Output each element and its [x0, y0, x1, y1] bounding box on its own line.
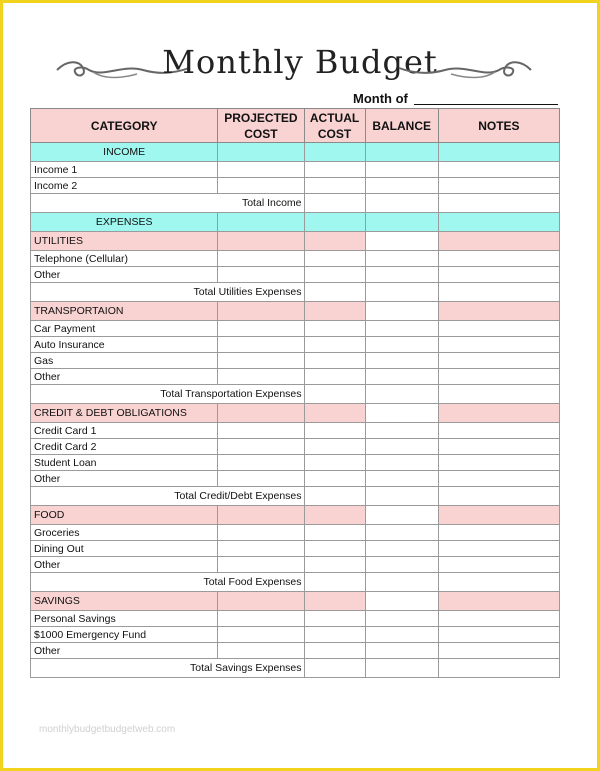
- projected-cost-cell[interactable]: [218, 455, 304, 471]
- balance-cell[interactable]: [365, 267, 438, 283]
- total-balance-cell[interactable]: [365, 283, 438, 302]
- projected-cost-cell[interactable]: [218, 439, 304, 455]
- row-label: Other: [31, 557, 218, 573]
- actual-cost-cell[interactable]: [304, 321, 365, 337]
- total-actual-cell[interactable]: [304, 283, 365, 302]
- table-row: [31, 337, 560, 353]
- balance-cell[interactable]: [365, 321, 438, 337]
- table-row: [31, 471, 560, 487]
- section-header-savings: [31, 592, 560, 611]
- row-label: Telephone (Cellular): [31, 251, 218, 267]
- total-notes-cell[interactable]: [438, 194, 559, 213]
- projected-cost-cell[interactable]: [218, 423, 304, 439]
- table-row: [31, 423, 560, 439]
- projected-cost-cell[interactable]: [218, 267, 304, 283]
- balance-cell[interactable]: [365, 557, 438, 573]
- section-notes: [438, 404, 559, 423]
- section-header-utilities: [31, 232, 560, 251]
- balance-cell[interactable]: [365, 251, 438, 267]
- total-row: [31, 194, 560, 213]
- section-projected: [218, 213, 304, 232]
- section-title: UTILITIES: [31, 232, 218, 251]
- section-header-transportaion: [31, 302, 560, 321]
- balance-cell[interactable]: [365, 455, 438, 471]
- section-actual: [304, 302, 365, 321]
- total-balance-cell[interactable]: [365, 573, 438, 592]
- notes-cell[interactable]: [438, 525, 559, 541]
- actual-cost-cell[interactable]: [304, 369, 365, 385]
- actual-cost-cell[interactable]: [304, 611, 365, 627]
- total-balance-cell[interactable]: [365, 487, 438, 506]
- section-title: INCOME: [31, 143, 218, 162]
- balance-cell[interactable]: [365, 353, 438, 369]
- section-header-expenses: [31, 213, 560, 232]
- actual-cost-cell[interactable]: [304, 423, 365, 439]
- section-header-income: [31, 143, 560, 162]
- projected-cost-cell[interactable]: [218, 337, 304, 353]
- actual-cost-cell[interactable]: [304, 525, 365, 541]
- total-notes-cell[interactable]: [438, 487, 559, 506]
- total-notes-cell[interactable]: [438, 385, 559, 404]
- table-row: [31, 455, 560, 471]
- section-projected: [218, 592, 304, 611]
- page-title: Monthly Budget: [162, 43, 438, 81]
- total-actual-cell[interactable]: [304, 385, 365, 404]
- section-actual: [304, 506, 365, 525]
- total-actual-cell[interactable]: [304, 659, 365, 678]
- actual-cost-cell[interactable]: [304, 439, 365, 455]
- total-row: [31, 385, 560, 404]
- projected-cost-cell[interactable]: [218, 627, 304, 643]
- actual-cost-cell[interactable]: [304, 162, 365, 178]
- total-actual-cell[interactable]: [304, 573, 365, 592]
- col-projected-cost: PROJECTED COST: [218, 109, 304, 143]
- col-category: CATEGORY: [31, 109, 218, 143]
- projected-cost-cell[interactable]: [218, 178, 304, 194]
- section-notes: [438, 143, 559, 162]
- section-title: TRANSPORTAION: [31, 302, 218, 321]
- balance-cell[interactable]: [365, 337, 438, 353]
- row-label: Personal Savings: [31, 611, 218, 627]
- right-ornament-icon: [395, 58, 535, 82]
- section-balance: [365, 592, 438, 611]
- projected-cost-cell[interactable]: [218, 611, 304, 627]
- table-row: [31, 557, 560, 573]
- section-projected: [218, 506, 304, 525]
- section-title: CREDIT & DEBT OBLIGATIONS: [31, 404, 218, 423]
- notes-cell[interactable]: [438, 541, 559, 557]
- projected-cost-cell[interactable]: [218, 525, 304, 541]
- projected-cost-cell[interactable]: [218, 251, 304, 267]
- projected-cost-cell[interactable]: [218, 353, 304, 369]
- row-label: Dining Out: [31, 541, 218, 557]
- section-actual: [304, 232, 365, 251]
- budget-table: [30, 108, 560, 678]
- row-label: Credit Card 2: [31, 439, 218, 455]
- table-row: [31, 162, 560, 178]
- total-label: Total Savings Expenses: [31, 659, 305, 678]
- notes-cell[interactable]: [438, 455, 559, 471]
- actual-cost-cell[interactable]: [304, 353, 365, 369]
- row-label: Auto Insurance: [31, 337, 218, 353]
- col-notes: NOTES: [438, 109, 559, 143]
- row-label: Income 2: [31, 178, 218, 194]
- row-label: Gas: [31, 353, 218, 369]
- total-label: Total Utilities Expenses: [31, 283, 305, 302]
- balance-cell[interactable]: [365, 627, 438, 643]
- total-notes-cell[interactable]: [438, 573, 559, 592]
- total-label: Total Food Expenses: [31, 573, 305, 592]
- actual-cost-cell[interactable]: [304, 471, 365, 487]
- table-row: [31, 369, 560, 385]
- section-notes: [438, 232, 559, 251]
- section-projected: [218, 302, 304, 321]
- row-label: Credit Card 1: [31, 423, 218, 439]
- row-label: Other: [31, 267, 218, 283]
- notes-cell[interactable]: [438, 627, 559, 643]
- projected-cost-cell[interactable]: [218, 471, 304, 487]
- total-balance-cell[interactable]: [365, 659, 438, 678]
- section-actual: [304, 213, 365, 232]
- section-notes: [438, 592, 559, 611]
- section-notes: [438, 213, 559, 232]
- total-actual-cell[interactable]: [304, 487, 365, 506]
- total-balance-cell[interactable]: [365, 194, 438, 213]
- section-balance: [365, 404, 438, 423]
- notes-cell[interactable]: [438, 471, 559, 487]
- section-balance: [365, 302, 438, 321]
- projected-cost-cell[interactable]: [218, 321, 304, 337]
- table-row: [31, 525, 560, 541]
- notes-cell[interactable]: [438, 369, 559, 385]
- table-row: [31, 321, 560, 337]
- month-label: Month of: [353, 91, 408, 106]
- col-balance: BALANCE: [365, 109, 438, 143]
- section-notes: [438, 302, 559, 321]
- total-label: Total Transportation Expenses: [31, 385, 305, 404]
- total-row: [31, 659, 560, 678]
- section-projected: [218, 404, 304, 423]
- total-row: [31, 283, 560, 302]
- actual-cost-cell[interactable]: [304, 557, 365, 573]
- table-row: [31, 611, 560, 627]
- projected-cost-cell[interactable]: [218, 369, 304, 385]
- balance-cell[interactable]: [365, 525, 438, 541]
- row-label: Other: [31, 369, 218, 385]
- section-header-food: [31, 506, 560, 525]
- table-row: [31, 267, 560, 283]
- notes-cell[interactable]: [438, 251, 559, 267]
- notes-cell[interactable]: [438, 439, 559, 455]
- actual-cost-cell[interactable]: [304, 251, 365, 267]
- balance-cell[interactable]: [365, 369, 438, 385]
- actual-cost-cell[interactable]: [304, 337, 365, 353]
- row-label: Other: [31, 643, 218, 659]
- notes-cell[interactable]: [438, 643, 559, 659]
- table-row: [31, 178, 560, 194]
- balance-cell[interactable]: [365, 643, 438, 659]
- balance-cell[interactable]: [365, 541, 438, 557]
- actual-cost-cell[interactable]: [304, 455, 365, 471]
- total-notes-cell[interactable]: [438, 283, 559, 302]
- balance-cell[interactable]: [365, 162, 438, 178]
- notes-cell[interactable]: [438, 267, 559, 283]
- actual-cost-cell[interactable]: [304, 627, 365, 643]
- notes-cell[interactable]: [438, 178, 559, 194]
- footer-url: monthlybudgetbudgetweb.com: [39, 724, 176, 735]
- projected-cost-cell[interactable]: [218, 643, 304, 659]
- row-label: Income 1: [31, 162, 218, 178]
- section-title: EXPENSES: [31, 213, 218, 232]
- section-balance: [365, 232, 438, 251]
- table-row: [31, 643, 560, 659]
- total-label: Total Income: [31, 194, 305, 213]
- table-row: [31, 353, 560, 369]
- total-label: Total Credit/Debt Expenses: [31, 487, 305, 506]
- section-balance: [365, 506, 438, 525]
- section-title: FOOD: [31, 506, 218, 525]
- notes-cell[interactable]: [438, 321, 559, 337]
- total-actual-cell[interactable]: [304, 194, 365, 213]
- row-label: $1000 Emergency Fund: [31, 627, 218, 643]
- table-row: [31, 541, 560, 557]
- row-label: Student Loan: [31, 455, 218, 471]
- notes-cell[interactable]: [438, 162, 559, 178]
- section-balance: [365, 213, 438, 232]
- balance-cell[interactable]: [365, 611, 438, 627]
- actual-cost-cell[interactable]: [304, 643, 365, 659]
- notes-cell[interactable]: [438, 337, 559, 353]
- table-row: [31, 627, 560, 643]
- notes-cell[interactable]: [438, 423, 559, 439]
- balance-cell[interactable]: [365, 423, 438, 439]
- header: [3, 3, 597, 108]
- projected-cost-cell[interactable]: [218, 162, 304, 178]
- total-row: [31, 487, 560, 506]
- section-notes: [438, 506, 559, 525]
- actual-cost-cell[interactable]: [304, 267, 365, 283]
- notes-cell[interactable]: [438, 611, 559, 627]
- balance-cell[interactable]: [365, 178, 438, 194]
- projected-cost-cell[interactable]: [218, 557, 304, 573]
- section-header-credit-debt-obligations: [31, 404, 560, 423]
- balance-cell[interactable]: [365, 471, 438, 487]
- section-balance: [365, 143, 438, 162]
- notes-cell[interactable]: [438, 557, 559, 573]
- actual-cost-cell[interactable]: [304, 541, 365, 557]
- section-projected: [218, 143, 304, 162]
- table-row: [31, 251, 560, 267]
- total-row: [31, 573, 560, 592]
- month-input-line[interactable]: [414, 104, 558, 105]
- section-title: SAVINGS: [31, 592, 218, 611]
- row-label: Groceries: [31, 525, 218, 541]
- section-actual: [304, 143, 365, 162]
- actual-cost-cell[interactable]: [304, 178, 365, 194]
- projected-cost-cell[interactable]: [218, 541, 304, 557]
- notes-cell[interactable]: [438, 353, 559, 369]
- total-balance-cell[interactable]: [365, 385, 438, 404]
- row-label: Car Payment: [31, 321, 218, 337]
- section-actual: [304, 404, 365, 423]
- section-projected: [218, 232, 304, 251]
- row-label: Other: [31, 471, 218, 487]
- col-actual-cost: ACTUAL COST: [304, 109, 365, 143]
- balance-cell[interactable]: [365, 439, 438, 455]
- section-actual: [304, 592, 365, 611]
- table-row: [31, 439, 560, 455]
- total-notes-cell[interactable]: [438, 659, 559, 678]
